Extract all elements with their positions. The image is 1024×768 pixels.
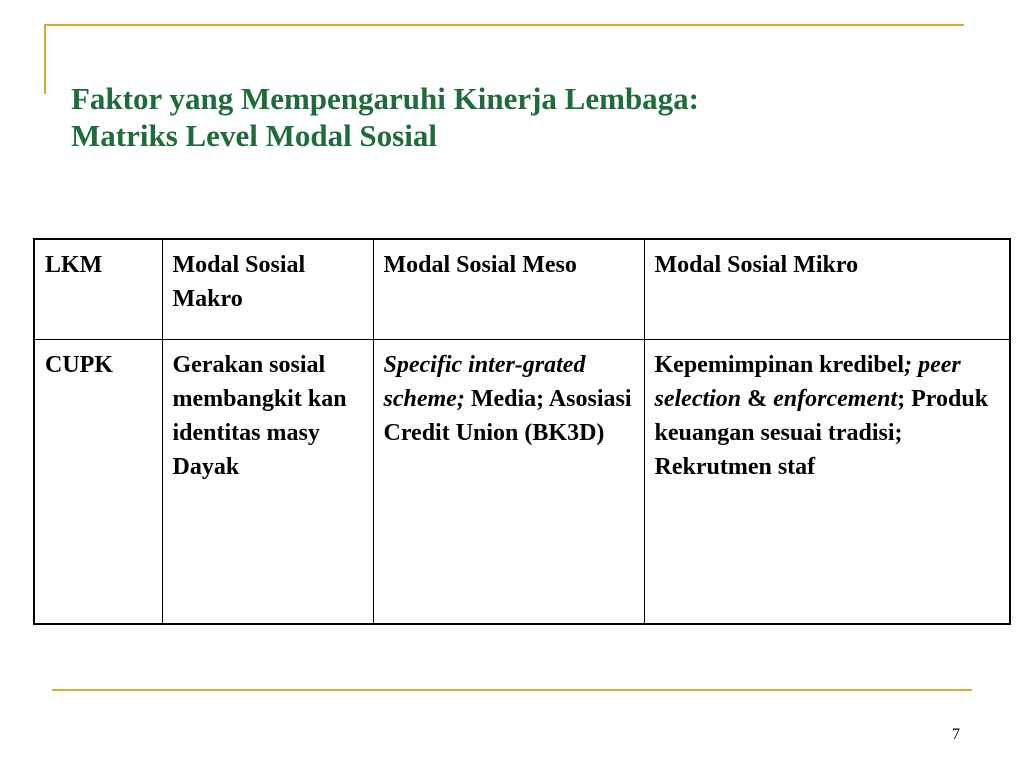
- mikro-text-2: ; peer selection: [654, 351, 961, 412]
- header-mikro: Modal Sosial Mikro: [644, 239, 1010, 339]
- title-line-2: Matriks Level Modal Sosial: [71, 118, 437, 153]
- bottom-rule: [52, 689, 972, 691]
- table-row: [34, 339, 1010, 624]
- mikro-text-5: ; Produk keuangan sesuai tradisi; Rekrutmen staf: [654, 385, 989, 480]
- left-rule: [44, 24, 46, 94]
- slide-title: [71, 80, 971, 154]
- mikro-text-1: Kepemimpinan kredibel: [654, 351, 905, 378]
- mikro-text-4: enforcement: [773, 385, 898, 412]
- meso-italic-text: Specific inter-grated scheme;: [383, 351, 586, 412]
- social-capital-matrix: [33, 238, 1011, 625]
- top-rule: [44, 24, 964, 26]
- cell-makro: Gerakan sosial membangkit kan identitas masy Dayak: [162, 339, 373, 624]
- header-makro: Modal Sosial Makro: [162, 239, 373, 339]
- header-meso: Modal Sosial Meso: [373, 239, 644, 339]
- mikro-text-3: &: [741, 385, 774, 412]
- header-lkm: LKM: [34, 239, 162, 339]
- title-line-1: Faktor yang Mempengaruhi Kinerja Lembaga:: [71, 81, 700, 116]
- page-number: 7: [952, 726, 960, 743]
- meso-plain-text: Media; Asosiasi Credit Union (BK3D): [383, 385, 632, 446]
- cell-meso: [373, 339, 644, 624]
- cell-mikro: [644, 339, 1010, 624]
- cell-lkm: CUPK: [34, 339, 162, 624]
- table-header-row: [34, 239, 1010, 339]
